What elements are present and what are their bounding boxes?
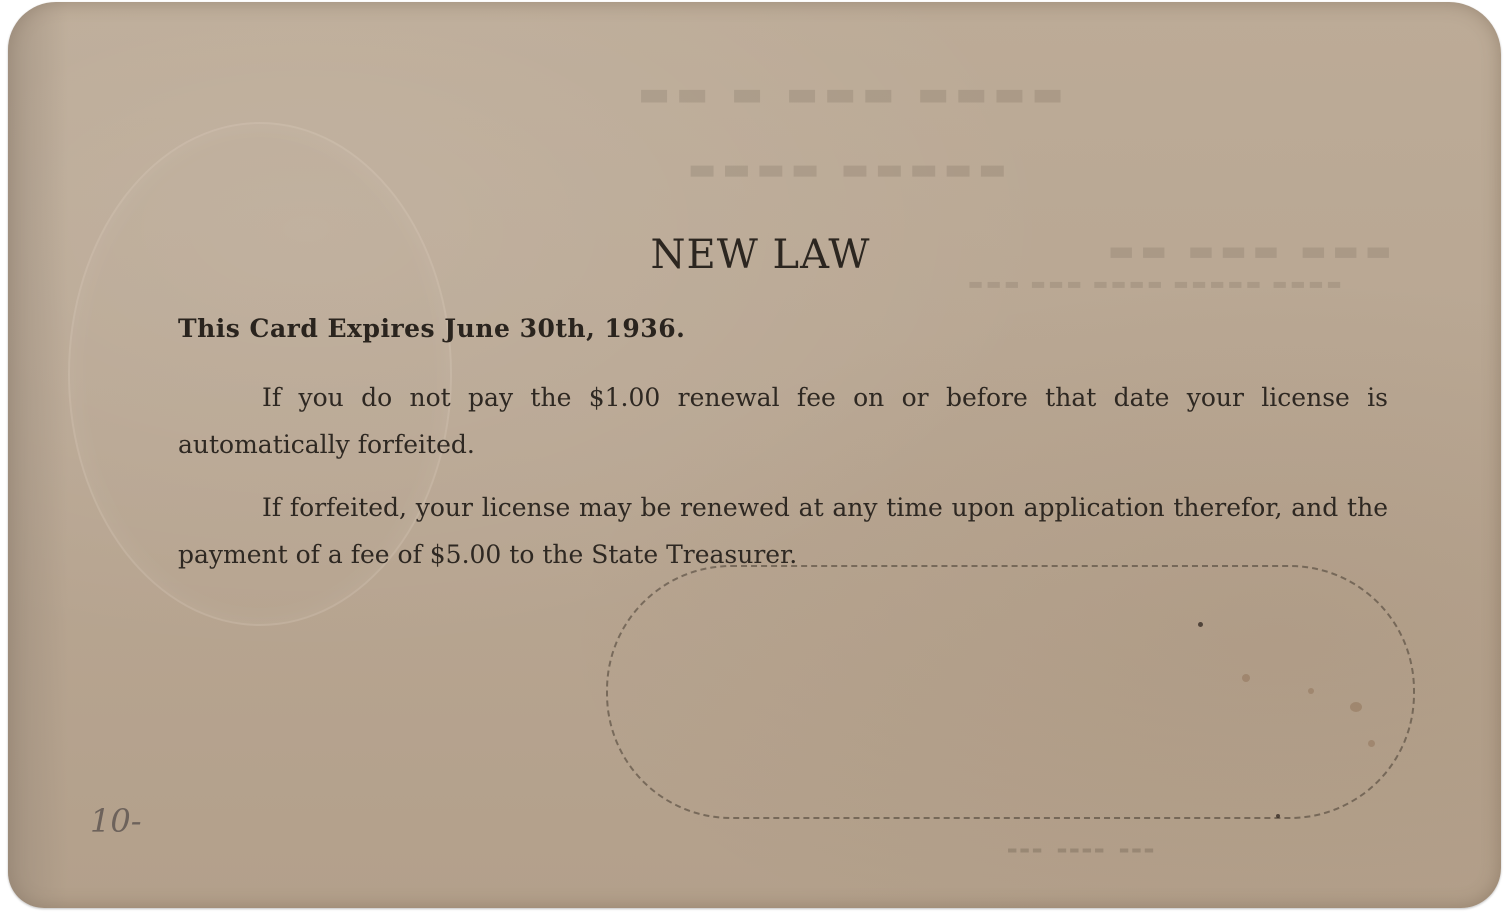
stain-spot <box>1308 688 1314 694</box>
card-heading: NEW LAW <box>650 232 871 278</box>
stain-spot <box>1242 674 1250 682</box>
worn-edge <box>8 2 68 908</box>
bleed-through-text: ▬▬ ▬▬▬ ▬▬▬ <box>1108 234 1398 267</box>
license-card <box>8 2 1501 908</box>
renewal-paragraph: If you do not pay the $1.00 renewal fee on or before that date your license is automatically forfeited. <box>178 383 1388 459</box>
stain-spot <box>1198 622 1203 627</box>
stain-spot <box>1276 814 1280 818</box>
pencil-note: 10- <box>90 802 142 840</box>
forfeiture-paragraph: If forfeited, your license may be renewed at any time upon application therefor, and the payment of a fee of $5.00 to the State Treasurer. <box>178 493 1388 569</box>
expiration-notice: This Card Expires June 30th, 1936. <box>178 314 686 343</box>
stamp-area <box>606 565 1415 819</box>
bleed-through-footer: ▬▬▬ ▬▬▬▬ ▬▬▬ <box>1008 842 1158 858</box>
stain-spot <box>1350 702 1362 712</box>
bleed-through-text: ▬▬▬ ▬▬▬ ▬▬▬▬ ▬▬▬▬▬ ▬▬▬▬ <box>968 274 1345 293</box>
stain-spot <box>1368 740 1375 747</box>
bleed-through-text: ▬▬▬▬ ▬▬▬▬▬ <box>688 152 1013 187</box>
bleed-through-text: ▬▬ ▬ ▬▬▬ ▬▬▬▬ <box>638 74 1070 114</box>
